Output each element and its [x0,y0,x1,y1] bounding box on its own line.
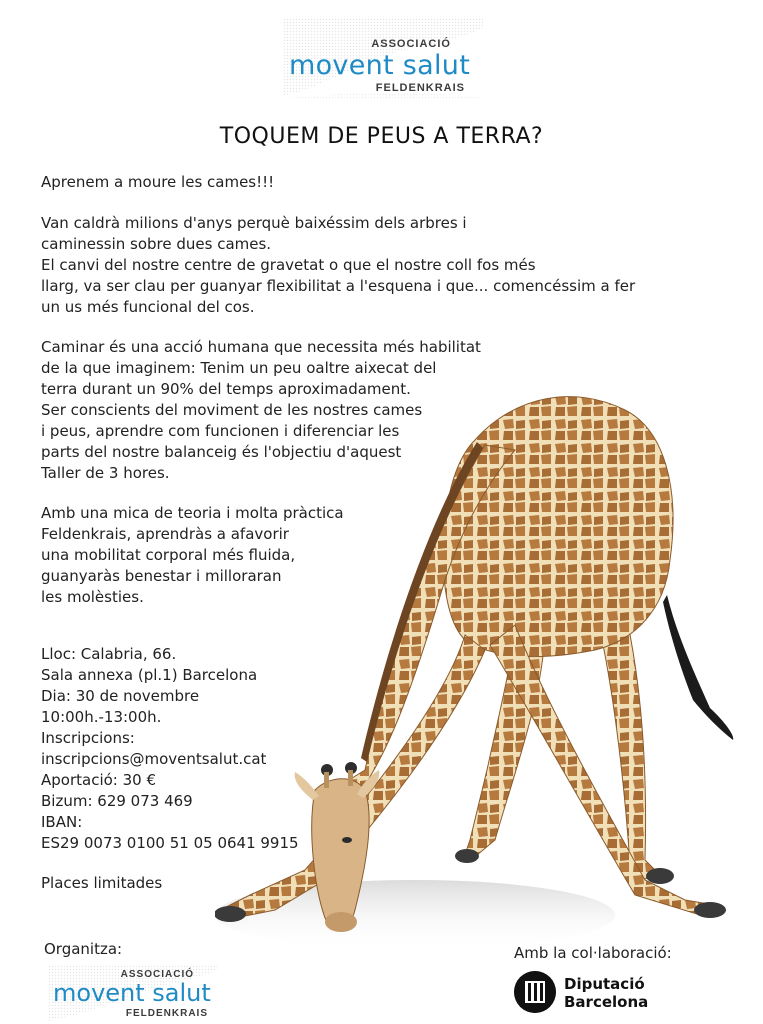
text-line: de la que imaginem: Tenim un peu oaltre aixecat del [41,359,437,377]
intro-text: Aprenem a moure les cames!!! [41,173,275,191]
detail-registration-label: Inscripcions: [41,729,135,747]
logo-associacio: ASSOCIACIÓ [120,969,194,980]
text-line: Ser conscients del moviment de les nostres cames [41,401,423,419]
text-line: caminessin sobre dues cames. [41,235,272,253]
page-title: TOQUEM DE PEUS A TERRA? [219,124,544,149]
detail-time: 10:00h.-13:00h. [41,708,162,726]
header-logo [283,18,483,98]
text-line: les molèsties. [41,588,144,606]
diputacio-name: Diputació [564,975,645,993]
logo-feldenkrais: FELDENKRAIS [125,1008,208,1019]
detail-room: Sala annexa (pl.1) Barcelona [41,666,258,684]
event-details [41,644,299,854]
detail-location: Lloc: Calabria, 66. [41,645,177,663]
detail-bizum: Bizum: 629 073 469 [41,792,193,810]
text-line: llarg, va ser clau per guanyar flexibilitat a l'esquena i que... comencéssim a fer [41,277,636,295]
text-line: El canvi del nostre centre de gravetat o que el nostre coll fos més [41,256,536,274]
diputacio-logo [514,971,674,1017]
text-line: terra durant un 90% del temps aproximadament. [41,380,411,398]
text-line: guanyaràs benestar i milloraran [41,567,282,585]
text-line: parts del nostre balanceig és l'objectiu d'aquest [41,443,402,461]
logo-associacio: ASSOCIACIÓ [371,38,451,50]
detail-iban-label: IBAN: [41,813,83,831]
diputacio-seal-icon [514,971,556,1013]
detail-date: Dia: 30 de novembre [41,687,200,705]
text-line: Caminar és una acció humana que necessita més habilitat [41,338,481,356]
text-line: Amb una mica de teoria i molta pràctica [41,504,344,522]
logo-feldenkrais: FELDENKRAIS [375,82,465,94]
text-line: i peus, aprendre com funcionen i diferenciar les [41,422,400,440]
text-line: un us més funcional del cos. [41,298,255,316]
logo-name: movent salut [289,50,471,81]
text-line: una mobilitat corporal més fluida, [41,546,296,564]
paragraph-history [41,213,635,318]
detail-fee: Aportació: 30 € [41,771,157,789]
footer-logo [48,965,218,1023]
detail-iban: ES29 0073 0100 51 05 0641 9915 [41,834,299,852]
text-line: Feldenkrais, aprendràs a afavorir [41,525,289,543]
logo-name: movent salut [53,979,211,1007]
organizer-label: Organitza: [44,940,123,958]
text-line: Van caldrà milions d'anys perquè baixéssim dels arbres i [41,214,467,232]
diputacio-city: Barcelona [564,993,649,1011]
places-limited: Places limitades [41,874,163,892]
text-line: Taller de 3 hores. [41,464,170,482]
detail-email: inscripcions@moventsalut.cat [41,750,267,768]
collaboration-label: Amb la col·laboració: [514,944,672,962]
